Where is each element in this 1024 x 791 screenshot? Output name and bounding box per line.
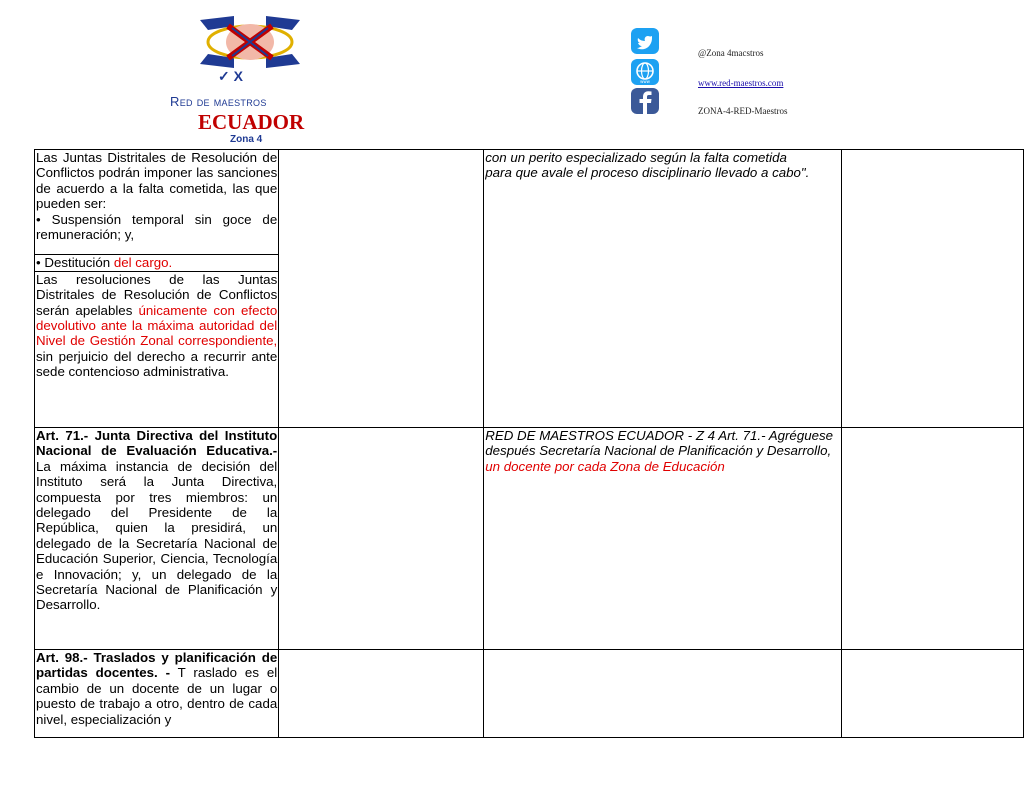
website-link[interactable]: www.red-maestros.com [698, 78, 784, 88]
empty-cell [484, 650, 842, 738]
facebook-page: ZONA-4-RED-Maestros [698, 106, 788, 116]
article-71-text: Art. 71.- Junta Directiva del Instituto Nacional de Evaluación Educativa.- La máxima instancia de decisión del Instituto será la Junta Directiva, compuesta por tres miembros: un delegado del Presidente de la República, quien la presidirá, un delegado de la Secretaría Nacional de Educación Superior, Ciencia, Tecnología e Innovación; y, un delegado de la Secretaría Nacional de Planificación y Desarrollo. [36, 428, 278, 613]
law-text-cell [35, 650, 279, 738]
empty-cell [842, 428, 1024, 650]
facebook-icon[interactable] [630, 88, 660, 114]
empty-cell [279, 428, 484, 650]
article-98-text: Art. 98.- Traslados y planificación de partidas docentes. - T raslado es el cambio de un docente de un lugar o puesto de trabajo a otro, dentro de cada nivel, especialización y [36, 650, 278, 727]
twitter-handle: @Zona 4macstros [698, 48, 764, 58]
logo [160, 14, 320, 145]
empty-cell [279, 650, 484, 738]
logo-check-text: ✓ X [218, 68, 243, 84]
table-row [35, 150, 1024, 428]
globe-icon[interactable] [630, 59, 660, 85]
proposal-cell [484, 150, 842, 428]
svg-text:www: www [640, 79, 650, 84]
country-title: ECUADOR [198, 110, 305, 134]
empty-cell [842, 150, 1024, 428]
zone-label: Zona 4 [230, 134, 263, 145]
empty-cell [842, 650, 1024, 738]
logo-emblem-icon [194, 14, 306, 70]
proposal-line: con un perito especializado según la falta cometida [485, 150, 787, 165]
proposal-article-71: RED DE MAESTROS ECUADOR - Z 4 Art. 71.- Agréguese después Secretaría Nacional de Planificación y Desarrollo, un docente por cada Zona de Educación [485, 428, 834, 474]
network-name: Red de maestros [170, 94, 267, 109]
paragraph-suspension: • Suspensión temporal sin goce de remuneración; y, [36, 211, 278, 243]
law-text-cell [35, 150, 279, 428]
table-row [35, 650, 1024, 738]
empty-cell [279, 150, 484, 428]
paragraph-sanctions: Las Juntas Distritales de Resolución de Conflictos podrán imponer las sanciones de acuerdo a la falta cometida, las que pueden ser: [36, 150, 278, 212]
proposal-cell [484, 428, 842, 650]
paragraph-appeals: Las resoluciones de las Juntas Distritales de Resolución de Conflictos serán apelables únicamente con efecto devolutivo ante la máxima autoridad del Nivel de Gestión Zonal correspondiente, sin perjuicio del derecho a recurrir ante sede contencioso administrativa. [36, 271, 278, 380]
table-row [35, 428, 1024, 650]
law-text-cell [35, 428, 279, 650]
proposal-line: para que avale el proceso disciplinario llevado a cabo". [485, 165, 810, 181]
social-links [630, 28, 860, 118]
comparison-table [34, 149, 1024, 738]
twitter-icon[interactable] [630, 28, 660, 54]
paragraph-dismissal: • Destitución del cargo. [36, 255, 173, 271]
